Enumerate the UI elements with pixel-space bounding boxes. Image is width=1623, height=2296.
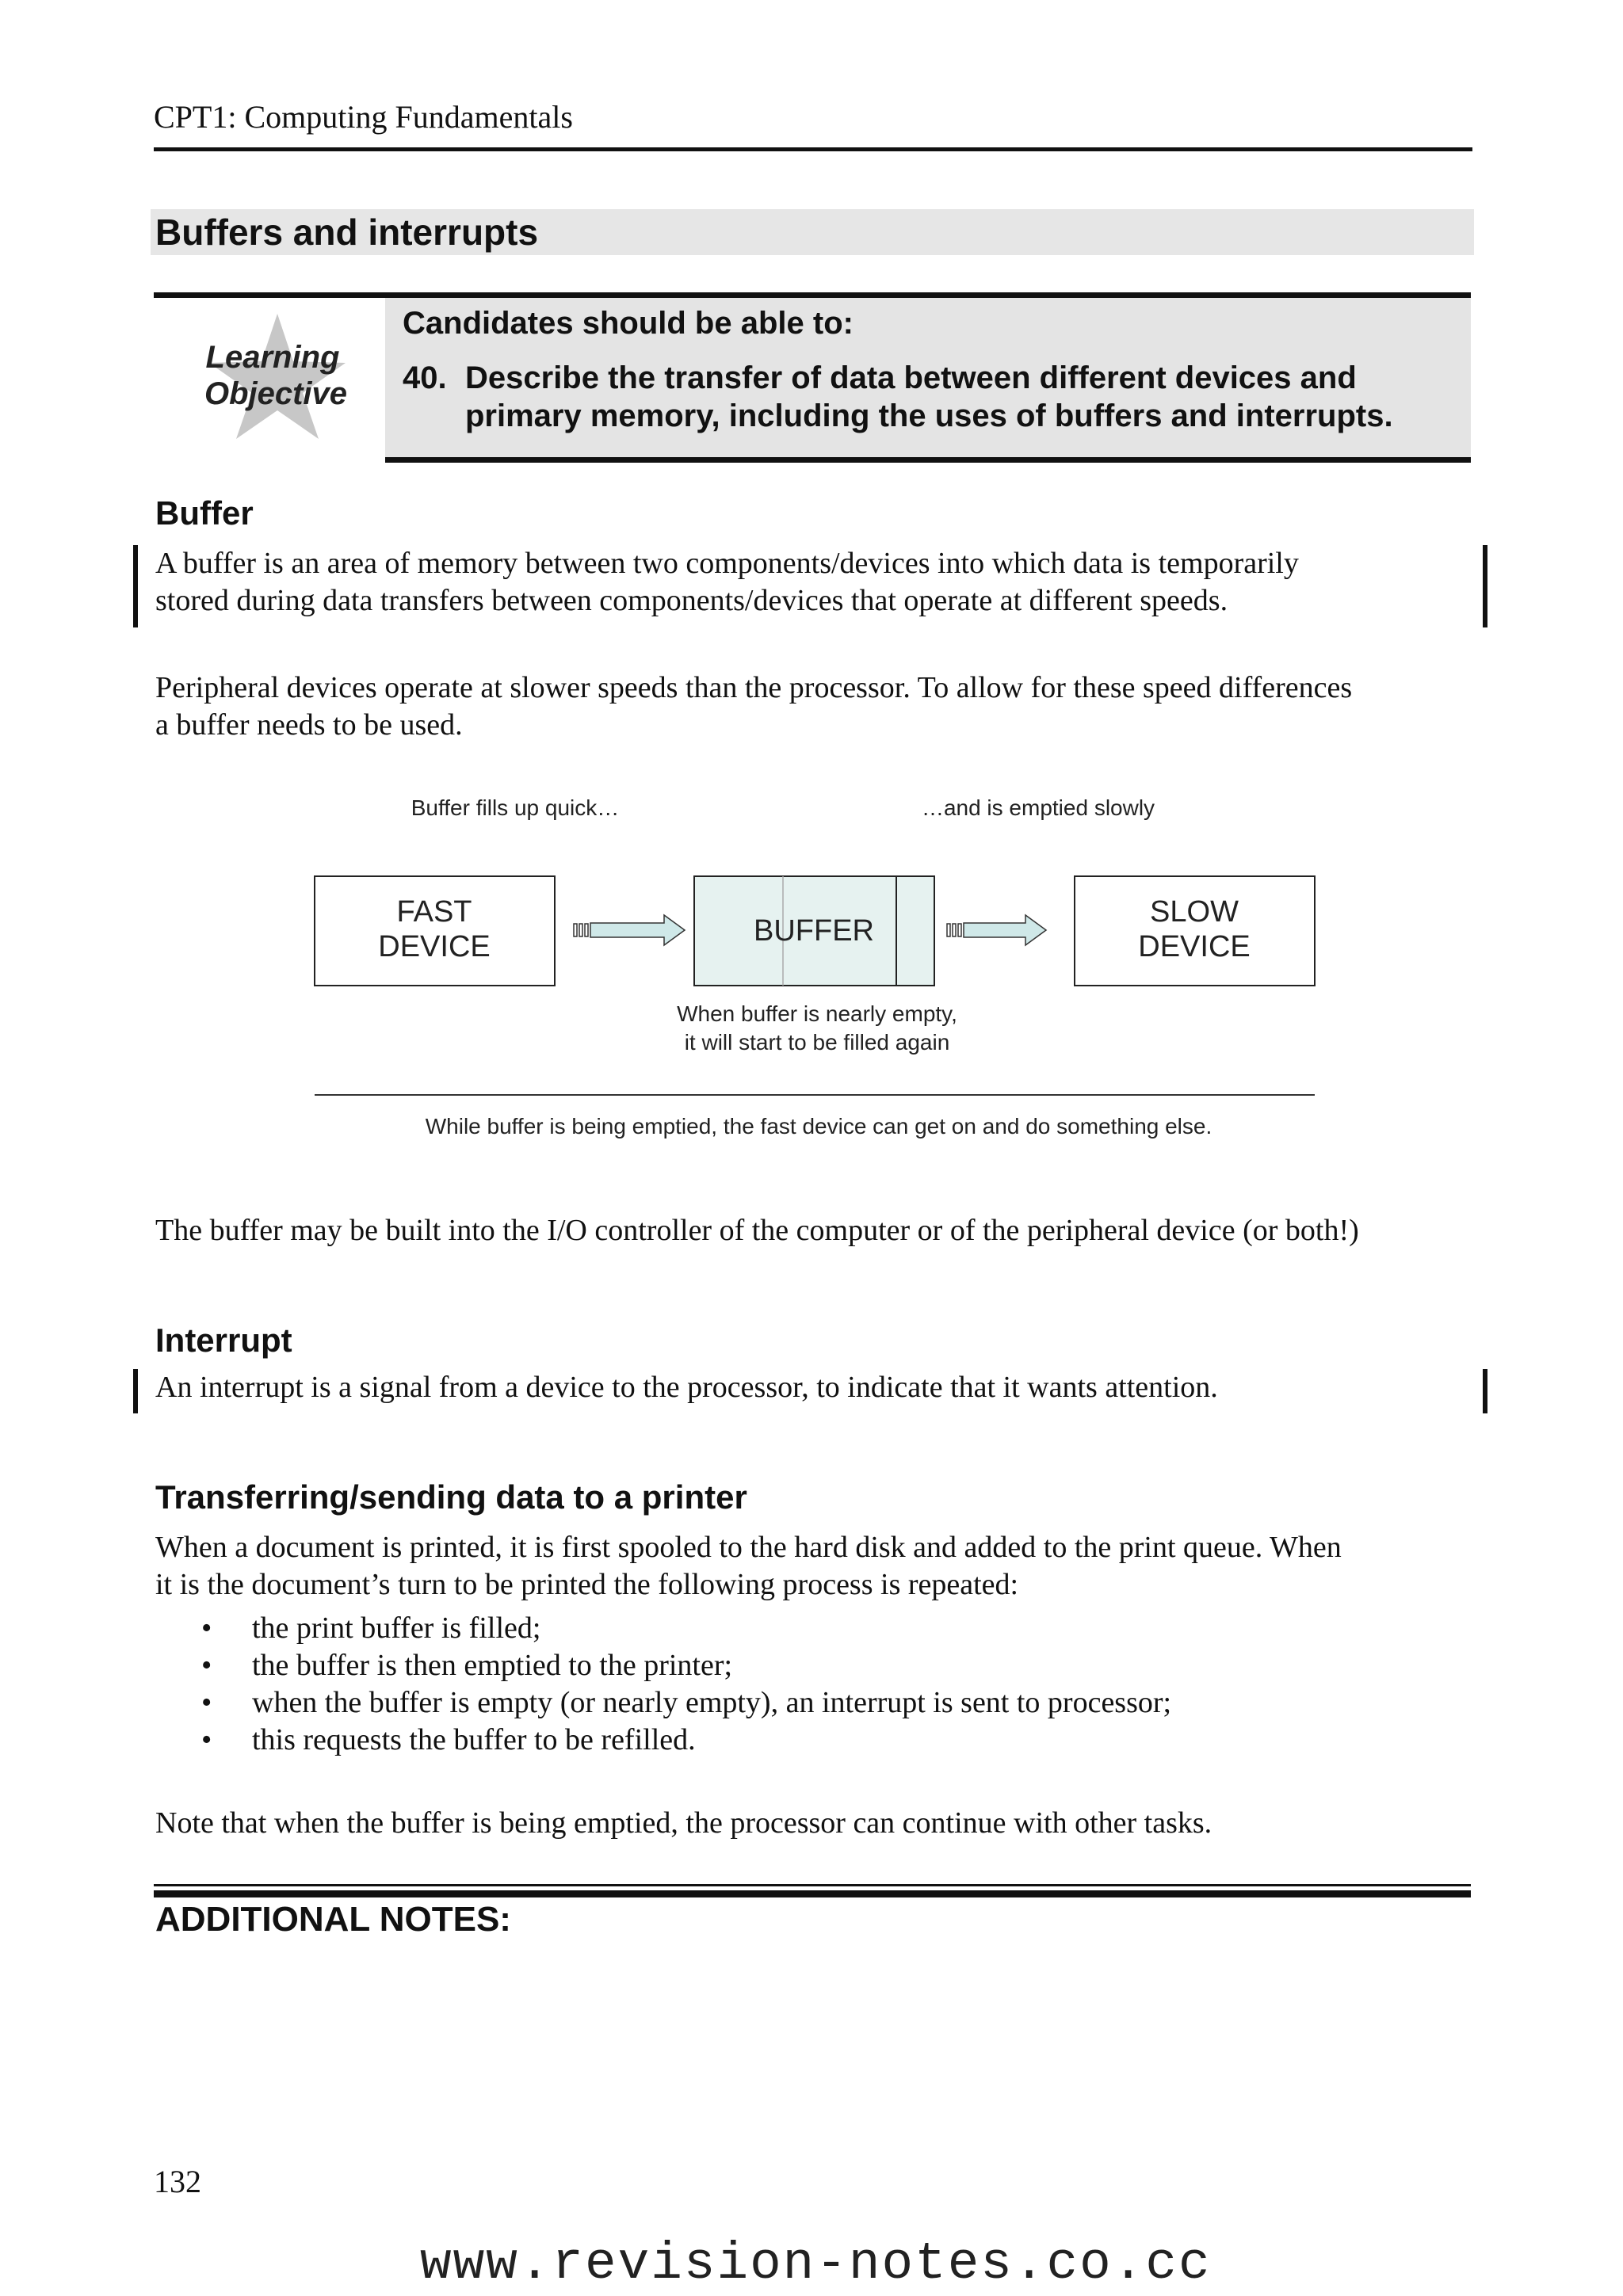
buffer-heading: Buffer [155,494,254,532]
interrupt-definition: An interrupt is a signal from a device to the processor, to indicate that it wants attention. [155,1371,1218,1404]
buffer-definition-line-1: A buffer is an area of memory between two components/devices into which data is temporarily [155,547,1299,580]
learning-objective-logo [190,307,365,442]
buffer-diagram [309,788,1331,1161]
list-item [201,1684,1171,1722]
printer-paragraph [155,1529,1342,1604]
printer-line-2: it is the document’s turn to be printed the following process is repeated: [155,1568,1019,1601]
diagram-note-line-2: it will start to be filled again [684,1030,950,1055]
buffer-definition-line-2: stored during data transfers between components/devices that operate at different speeds. [155,584,1228,617]
slow-device-line-1: SLOW [1150,895,1239,929]
peripheral-line-1: Peripheral devices operate at slower speeds than the processor. To allow for these speed differences [155,671,1353,704]
notes-rule-thin [154,1884,1471,1886]
page-number: 132 [154,2164,201,2199]
list-item-text: the buffer is then emptied to the printer; [252,1649,733,1682]
fast-device-line-2: DEVICE [378,930,491,963]
objective-number: 40. [403,360,447,395]
bullet-icon: • [201,1611,212,1645]
objective-text-line-1: Describe the transfer of data between different devices and [465,360,1357,395]
objective-top-rule [154,292,1471,298]
printer-steps-list [201,1610,1171,1759]
peripheral-line-2: a buffer needs to be used. [155,708,463,742]
objective-bottom-rule [385,457,1471,463]
buffer-definition [155,545,1299,620]
list-item [201,1610,1171,1647]
printer-line-1: When a document is printed, it is first spooled to the hard disk and added to the print queue. When [155,1531,1342,1564]
diagram-caption-left: Buffer fills up quick… [411,795,620,820]
note-paragraph: Note that when the buffer is being emptied, the processor can continue with other tasks. [155,1806,1212,1840]
interrupt-heading: Interrupt [155,1322,292,1359]
printer-heading: Transferring/sending data to a printer [155,1478,747,1516]
objective-intro: Candidates should be able to: [403,306,854,341]
list-item [201,1647,1171,1684]
diagram-bottom-caption: While buffer is being emptied, the fast device can get on and do something else. [425,1114,1212,1138]
change-bar-right [1483,545,1487,627]
additional-notes-heading: ADDITIONAL NOTES: [155,1900,511,1939]
builtin-paragraph: The buffer may be built into the I/O controller of the computer or of the peripheral device (or both!) [155,1214,1359,1247]
diagram-caption-right: …and is emptied slowly [921,795,1155,820]
objective-text-line-2: primary memory, including the uses of buffers and interrupts. [465,399,1393,433]
logo-line-1: Learning [205,340,340,375]
bullet-icon: • [201,1686,212,1719]
bullet-icon: • [201,1723,212,1756]
list-item [201,1722,1171,1759]
bullet-icon: • [201,1649,212,1682]
section-title: Buffers and interrupts [155,212,539,253]
slow-device-line-2: DEVICE [1138,930,1251,963]
arrow-to-buffer [574,915,685,945]
header-rule [154,147,1472,151]
running-header: CPT1: Computing Fundamentals [154,99,573,135]
buffer-label: BUFFER [754,914,874,948]
diagram-note-line-1: When buffer is nearly empty, [677,1001,957,1026]
list-item-text: when the buffer is empty (or nearly empty), an interrupt is sent to processor; [252,1686,1172,1719]
notes-rule-thick [154,1890,1471,1897]
list-item-text: this requests the buffer to be refilled. [252,1723,696,1756]
change-bar-left [133,545,138,627]
footer-url: www.revision-notes.co.cc [420,2234,1212,2294]
change-bar-right [1483,1369,1487,1413]
logo-line-2: Objective [204,376,348,411]
change-bar-left [133,1369,138,1413]
list-item-text: the print buffer is filled; [252,1611,541,1645]
peripheral-paragraph [155,669,1352,744]
fast-device-line-1: FAST [396,895,472,929]
arrow-to-slow-device [947,915,1046,945]
